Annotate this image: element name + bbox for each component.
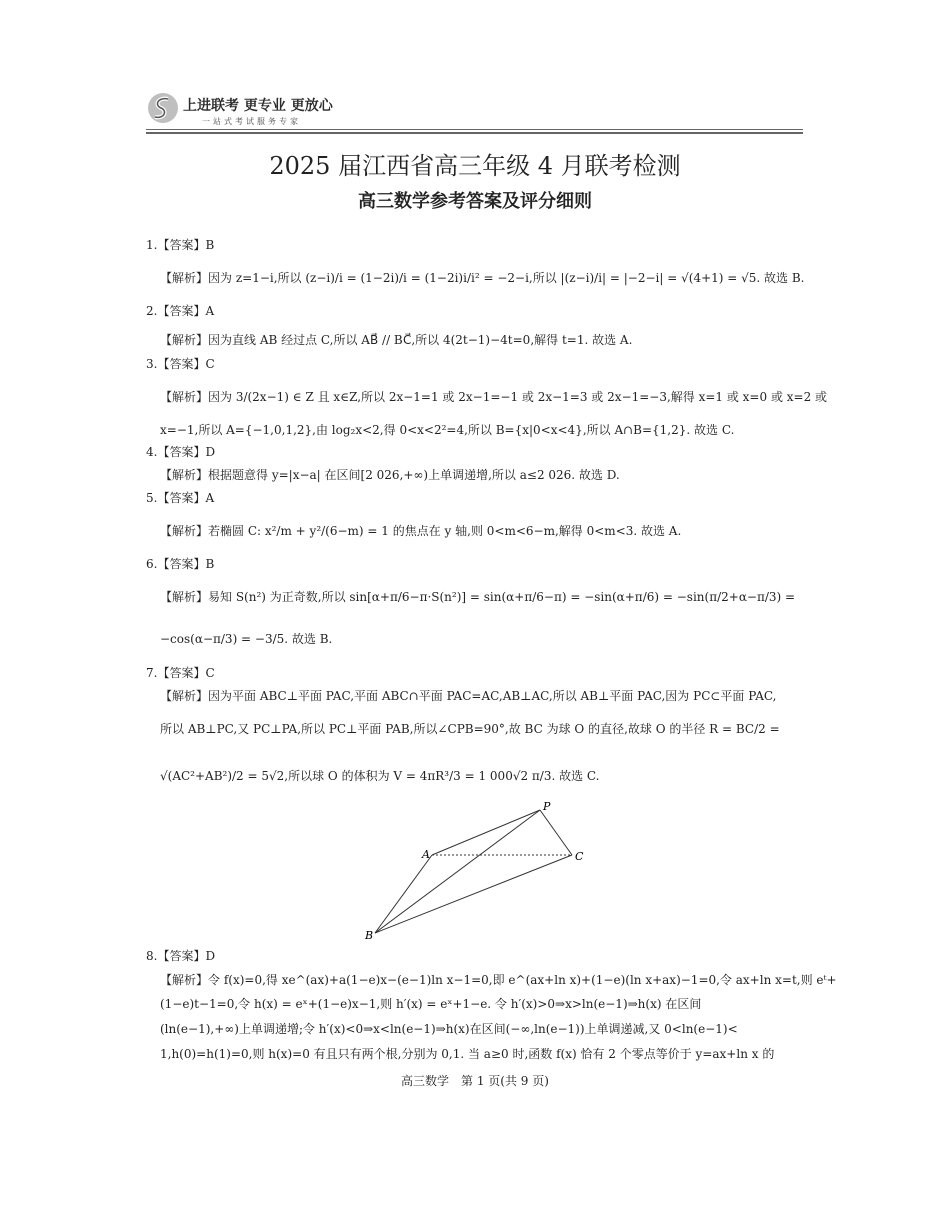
edge-AP <box>432 810 540 855</box>
explanation-3-line-1: 【解析】因为 3/(2x−1) ∈ Z 且 x∈Z,所以 2x−1=1 或 2x−1=−1 或 2x−1=3 或 2x−1=−3,解得 x=1 或 x=0 或 x=2 或 <box>160 390 828 404</box>
answer-4: 4.【答案】D <box>146 445 216 459</box>
edge-BP <box>375 810 540 933</box>
answer-7: 7.【答案】C <box>146 666 215 680</box>
answer-8: 8.【答案】D <box>146 949 216 963</box>
label-B: B <box>365 929 374 942</box>
answer-1: 1.【答案】B <box>146 238 215 252</box>
explanation-8-line-4: 1,h(0)=h(1)=0,则 h(x)=0 有且只有两个根,分别为 0,1. 当 a≥0 时,函数 f(x) 恰有 2 个零点等价于 y=ax+ln x 的 <box>160 1047 775 1061</box>
explanation-1: 【解析】因为 z=1−i,所以 (z−i)/i = (1−2i)/i = (1−2i)i/i² = −2−i,所以 |(z−i)/i| = |−2−i| = √(4+1) = √5. 故选 B. <box>160 271 805 285</box>
explanation-7-line-3: √(AC²+AB²)/2 = 5√2,所以球 O 的体积为 V = 4πR³/3 = 1 000√2 π/3. 故选 C. <box>160 769 600 783</box>
explanation-8-line-3: (ln(e−1),+∞)上单调递增;令 h′(x)<0⇒x<ln(e−1)⇒h(x)在区间(−∞,ln(e−1))上单调递减,又 0<ln(e−1)< <box>160 1022 738 1036</box>
answer-5: 5.【答案】A <box>146 491 215 505</box>
explanation-4: 【解析】根据题意得 y=|x−a| 在区间[2 026,+∞)上单调递增,所以 a≤2 026. 故选 D. <box>160 468 620 482</box>
label-A: A <box>422 848 430 861</box>
answer-6: 6.【答案】B <box>146 557 215 571</box>
answer-3: 3.【答案】C <box>146 357 215 371</box>
tetrahedron-figure <box>360 800 600 945</box>
explanation-6-line-1: 【解析】易知 S(n²) 为正奇数,所以 sin[α+π/6−π·S(n²)] = sin(α+π/6−π) = −sin(α+π/6) = −sin(π/2+α−π/3) = <box>160 590 796 604</box>
edge-BC <box>375 855 572 933</box>
explanation-6-line-2: −cos(α−π/3) = −3/5. 故选 B. <box>160 632 333 646</box>
header-rule-thick <box>146 132 803 134</box>
header-rule-thin <box>146 129 803 130</box>
logo-icon <box>146 91 180 125</box>
explanation-7-line-2: 所以 AB⊥PC,又 PC⊥PA,所以 PC⊥平面 PAB,所以∠CPB=90°,故 BC 为球 O 的直径,故球 O 的半径 R = BC/2 = <box>160 722 780 736</box>
page-footer: 高三数学 第 1 页(共 9 页) <box>401 1074 549 1088</box>
label-C: C <box>575 850 584 863</box>
explanation-2: 【解析】因为直线 AB 经过点 C,所以 AB⃗ // BC⃗,所以 4(2t−1)−4t=0,解得 t=1. 故选 A. <box>160 333 633 347</box>
page-title: 2025 届江西省高三年级 4 月联考检测 <box>269 152 681 180</box>
explanation-8-line-2: (1−e)t−1=0,令 h(x) = eˣ+(1−e)x−1,则 h′(x) = eˣ+1−e. 令 h′(x)>0⇒x>ln(e−1)⇒h(x) 在区间 <box>160 997 702 1011</box>
logo-tagline: 一站式考试服务专家 <box>202 117 301 126</box>
page-subtitle: 高三数学参考答案及评分细则 <box>358 191 592 212</box>
label-P: P <box>543 800 551 813</box>
edge-PC <box>540 810 572 855</box>
explanation-7-line-1: 【解析】因为平面 ABC⊥平面 PAC,平面 ABC∩平面 PAC=AC,AB⊥AC,所以 AB⊥平面 PAC,因为 PC⊂平面 PAC, <box>160 689 777 703</box>
answer-2: 2.【答案】A <box>146 304 215 318</box>
logo-text: 上进联考 更专业 更放心 <box>183 98 333 114</box>
explanation-8-line-1: 【解析】令 f(x)=0,得 xe^(ax)+a(1−e)x−(e−1)ln x−1=0,即 e^(ax+ln x)+(1−e)(ln x+ax)−1=0,令 ax+ln x=t,则 eᵗ+ <box>160 973 837 987</box>
explanation-5: 【解析】若椭圆 C: x²/m + y²/(6−m) = 1 的焦点在 y 轴,则 0<m<6−m,解得 0<m<3. 故选 A. <box>160 524 682 538</box>
explanation-3-line-2: x=−1,所以 A={−1,0,1,2},由 log₂x<2,得 0<x<2²=4,所以 B={x|0<x<4},所以 A∩B={1,2}. 故选 C. <box>160 423 735 437</box>
